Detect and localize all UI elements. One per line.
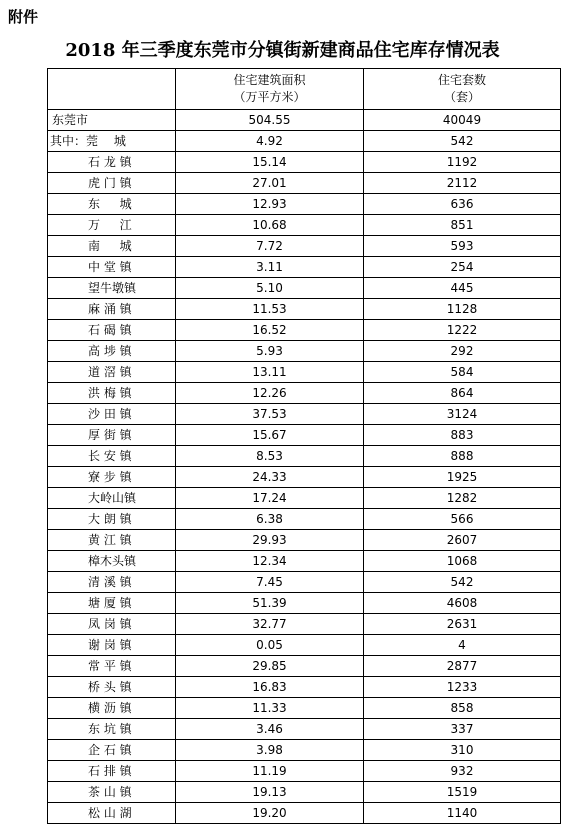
region-name-cell: 凤 岗 镇 bbox=[48, 614, 176, 635]
area-cell: 27.01 bbox=[176, 173, 364, 194]
area-cell: 6.38 bbox=[176, 509, 364, 530]
units-cell: 2112 bbox=[364, 173, 561, 194]
area-cell: 19.13 bbox=[176, 782, 364, 803]
area-cell: 19.20 bbox=[176, 803, 364, 824]
region-name-cell: 东莞市 bbox=[48, 110, 176, 131]
area-cell: 15.67 bbox=[176, 425, 364, 446]
region-name-cell: 万 江 bbox=[48, 215, 176, 236]
area-cell: 51.39 bbox=[176, 593, 364, 614]
table-row bbox=[48, 467, 561, 488]
table-row bbox=[48, 572, 561, 593]
region-name-cell: 塘 厦 镇 bbox=[48, 593, 176, 614]
region-name-cell: 黄 江 镇 bbox=[48, 530, 176, 551]
table-row bbox=[48, 509, 561, 530]
table-row bbox=[48, 656, 561, 677]
area-cell: 5.93 bbox=[176, 341, 364, 362]
units-cell: 310 bbox=[364, 740, 561, 761]
units-cell: 542 bbox=[364, 131, 561, 152]
units-cell: 4608 bbox=[364, 593, 561, 614]
table-row bbox=[48, 299, 561, 320]
region-name-cell: 谢 岗 镇 bbox=[48, 635, 176, 656]
area-cell: 24.33 bbox=[176, 467, 364, 488]
region-name-cell: 东 坑 镇 bbox=[48, 719, 176, 740]
units-cell: 932 bbox=[364, 761, 561, 782]
units-cell: 1925 bbox=[364, 467, 561, 488]
units-cell: 2607 bbox=[364, 530, 561, 551]
area-cell: 7.72 bbox=[176, 236, 364, 257]
table-row bbox=[48, 425, 561, 446]
region-name-cell: 其中：莞 城 bbox=[48, 131, 176, 152]
units-cell: 1192 bbox=[364, 152, 561, 173]
area-cell: 13.11 bbox=[176, 362, 364, 383]
header-units-line1: 住宅套数 bbox=[437, 73, 486, 87]
units-cell: 636 bbox=[364, 194, 561, 215]
table-row bbox=[48, 215, 561, 236]
table-row bbox=[48, 383, 561, 404]
region-name-cell: 寮 步 镇 bbox=[48, 467, 176, 488]
units-cell: 254 bbox=[364, 257, 561, 278]
table-row bbox=[48, 677, 561, 698]
table-row bbox=[48, 719, 561, 740]
area-cell: 10.68 bbox=[176, 215, 364, 236]
area-cell: 12.34 bbox=[176, 551, 364, 572]
area-cell: 16.52 bbox=[176, 320, 364, 341]
header-units bbox=[364, 69, 561, 110]
table-row bbox=[48, 551, 561, 572]
table-row bbox=[48, 446, 561, 467]
table-row bbox=[48, 530, 561, 551]
region-name-cell: 洪 梅 镇 bbox=[48, 383, 176, 404]
area-cell: 29.93 bbox=[176, 530, 364, 551]
units-cell: 1282 bbox=[364, 488, 561, 509]
area-cell: 17.24 bbox=[176, 488, 364, 509]
units-cell: 1128 bbox=[364, 299, 561, 320]
region-name-cell: 桥 头 镇 bbox=[48, 677, 176, 698]
table-row bbox=[48, 488, 561, 509]
region-name-cell: 大岭山镇 bbox=[48, 488, 176, 509]
header-area-line1: 住宅建筑面积 bbox=[233, 73, 306, 87]
units-cell: 566 bbox=[364, 509, 561, 530]
table-row bbox=[48, 593, 561, 614]
region-name-cell: 石 排 镇 bbox=[48, 761, 176, 782]
table-row bbox=[48, 761, 561, 782]
area-cell: 11.19 bbox=[176, 761, 364, 782]
units-cell: 1068 bbox=[364, 551, 561, 572]
region-name-cell: 大 朗 镇 bbox=[48, 509, 176, 530]
table-row-total bbox=[48, 110, 561, 131]
area-cell: 7.45 bbox=[176, 572, 364, 593]
table-row bbox=[48, 257, 561, 278]
units-cell: 851 bbox=[364, 215, 561, 236]
units-cell: 1140 bbox=[364, 803, 561, 824]
region-name-cell: 南 城 bbox=[48, 236, 176, 257]
units-cell: 1222 bbox=[364, 320, 561, 341]
table-header-row bbox=[48, 69, 561, 110]
area-cell: 29.85 bbox=[176, 656, 364, 677]
table-row bbox=[48, 152, 561, 173]
units-cell: 2877 bbox=[364, 656, 561, 677]
area-cell: 15.14 bbox=[176, 152, 364, 173]
table-row bbox=[48, 320, 561, 341]
table-row bbox=[48, 131, 561, 152]
region-name-cell: 东 城 bbox=[48, 194, 176, 215]
region-name-cell: 虎 门 镇 bbox=[48, 173, 176, 194]
header-area-line2: （万平方米） bbox=[233, 90, 306, 104]
region-name-cell: 石 龙 镇 bbox=[48, 152, 176, 173]
region-name-cell: 横 沥 镇 bbox=[48, 698, 176, 719]
region-name-cell: 企 石 镇 bbox=[48, 740, 176, 761]
region-name-cell: 松 山 湖 bbox=[48, 803, 176, 824]
table-row bbox=[48, 278, 561, 299]
units-cell: 2631 bbox=[364, 614, 561, 635]
area-cell: 32.77 bbox=[176, 614, 364, 635]
region-name-cell: 望牛墩镇 bbox=[48, 278, 176, 299]
table-row bbox=[48, 173, 561, 194]
area-cell: 0.05 bbox=[176, 635, 364, 656]
units-cell: 542 bbox=[364, 572, 561, 593]
area-cell: 11.33 bbox=[176, 698, 364, 719]
units-cell: 858 bbox=[364, 698, 561, 719]
units-cell: 445 bbox=[364, 278, 561, 299]
units-cell: 883 bbox=[364, 425, 561, 446]
area-cell: 5.10 bbox=[176, 278, 364, 299]
units-cell: 1519 bbox=[364, 782, 561, 803]
region-name-cell: 高 埗 镇 bbox=[48, 341, 176, 362]
page-title: 2018 年三季度东莞市分镇街新建商品住宅库存情况表 bbox=[65, 40, 500, 61]
region-name-cell: 长 安 镇 bbox=[48, 446, 176, 467]
region-name-cell: 茶 山 镇 bbox=[48, 782, 176, 803]
area-cell: 4.92 bbox=[176, 131, 364, 152]
table-row bbox=[48, 740, 561, 761]
units-cell: 864 bbox=[364, 383, 561, 404]
area-cell: 3.46 bbox=[176, 719, 364, 740]
units-cell: 292 bbox=[364, 341, 561, 362]
units-cell: 337 bbox=[364, 719, 561, 740]
inventory-table bbox=[47, 68, 561, 824]
region-name-cell: 樟木头镇 bbox=[48, 551, 176, 572]
area-cell: 12.26 bbox=[176, 383, 364, 404]
table-row bbox=[48, 236, 561, 257]
area-cell: 3.98 bbox=[176, 740, 364, 761]
table-row bbox=[48, 404, 561, 425]
table-row bbox=[48, 194, 561, 215]
units-cell: 3124 bbox=[364, 404, 561, 425]
table-row bbox=[48, 635, 561, 656]
table-row bbox=[48, 698, 561, 719]
area-cell: 16.83 bbox=[176, 677, 364, 698]
area-cell: 11.53 bbox=[176, 299, 364, 320]
units-cell: 584 bbox=[364, 362, 561, 383]
units-cell: 888 bbox=[364, 446, 561, 467]
units-cell: 593 bbox=[364, 236, 561, 257]
region-name-cell: 中 堂 镇 bbox=[48, 257, 176, 278]
region-name-cell: 石 碣 镇 bbox=[48, 320, 176, 341]
region-name-cell: 常 平 镇 bbox=[48, 656, 176, 677]
table-row bbox=[48, 782, 561, 803]
units-cell: 1233 bbox=[364, 677, 561, 698]
region-name-cell: 清 溪 镇 bbox=[48, 572, 176, 593]
area-cell: 8.53 bbox=[176, 446, 364, 467]
region-name-cell: 沙 田 镇 bbox=[48, 404, 176, 425]
header-region bbox=[48, 69, 176, 110]
area-cell: 3.11 bbox=[176, 257, 364, 278]
region-name-cell: 麻 涌 镇 bbox=[48, 299, 176, 320]
attachment-label: 附件 bbox=[8, 8, 39, 26]
table-row bbox=[48, 362, 561, 383]
area-cell: 12.93 bbox=[176, 194, 364, 215]
area-cell: 37.53 bbox=[176, 404, 364, 425]
area-cell: 504.55 bbox=[176, 110, 364, 131]
header-area bbox=[176, 69, 364, 110]
region-name-cell: 厚 街 镇 bbox=[48, 425, 176, 446]
header-units-line2: （套） bbox=[443, 90, 480, 104]
units-cell: 4 bbox=[364, 635, 561, 656]
table-row bbox=[48, 341, 561, 362]
units-cell: 40049 bbox=[364, 110, 561, 131]
table-row bbox=[48, 803, 561, 824]
region-name-cell: 道 滘 镇 bbox=[48, 362, 176, 383]
table-row bbox=[48, 614, 561, 635]
